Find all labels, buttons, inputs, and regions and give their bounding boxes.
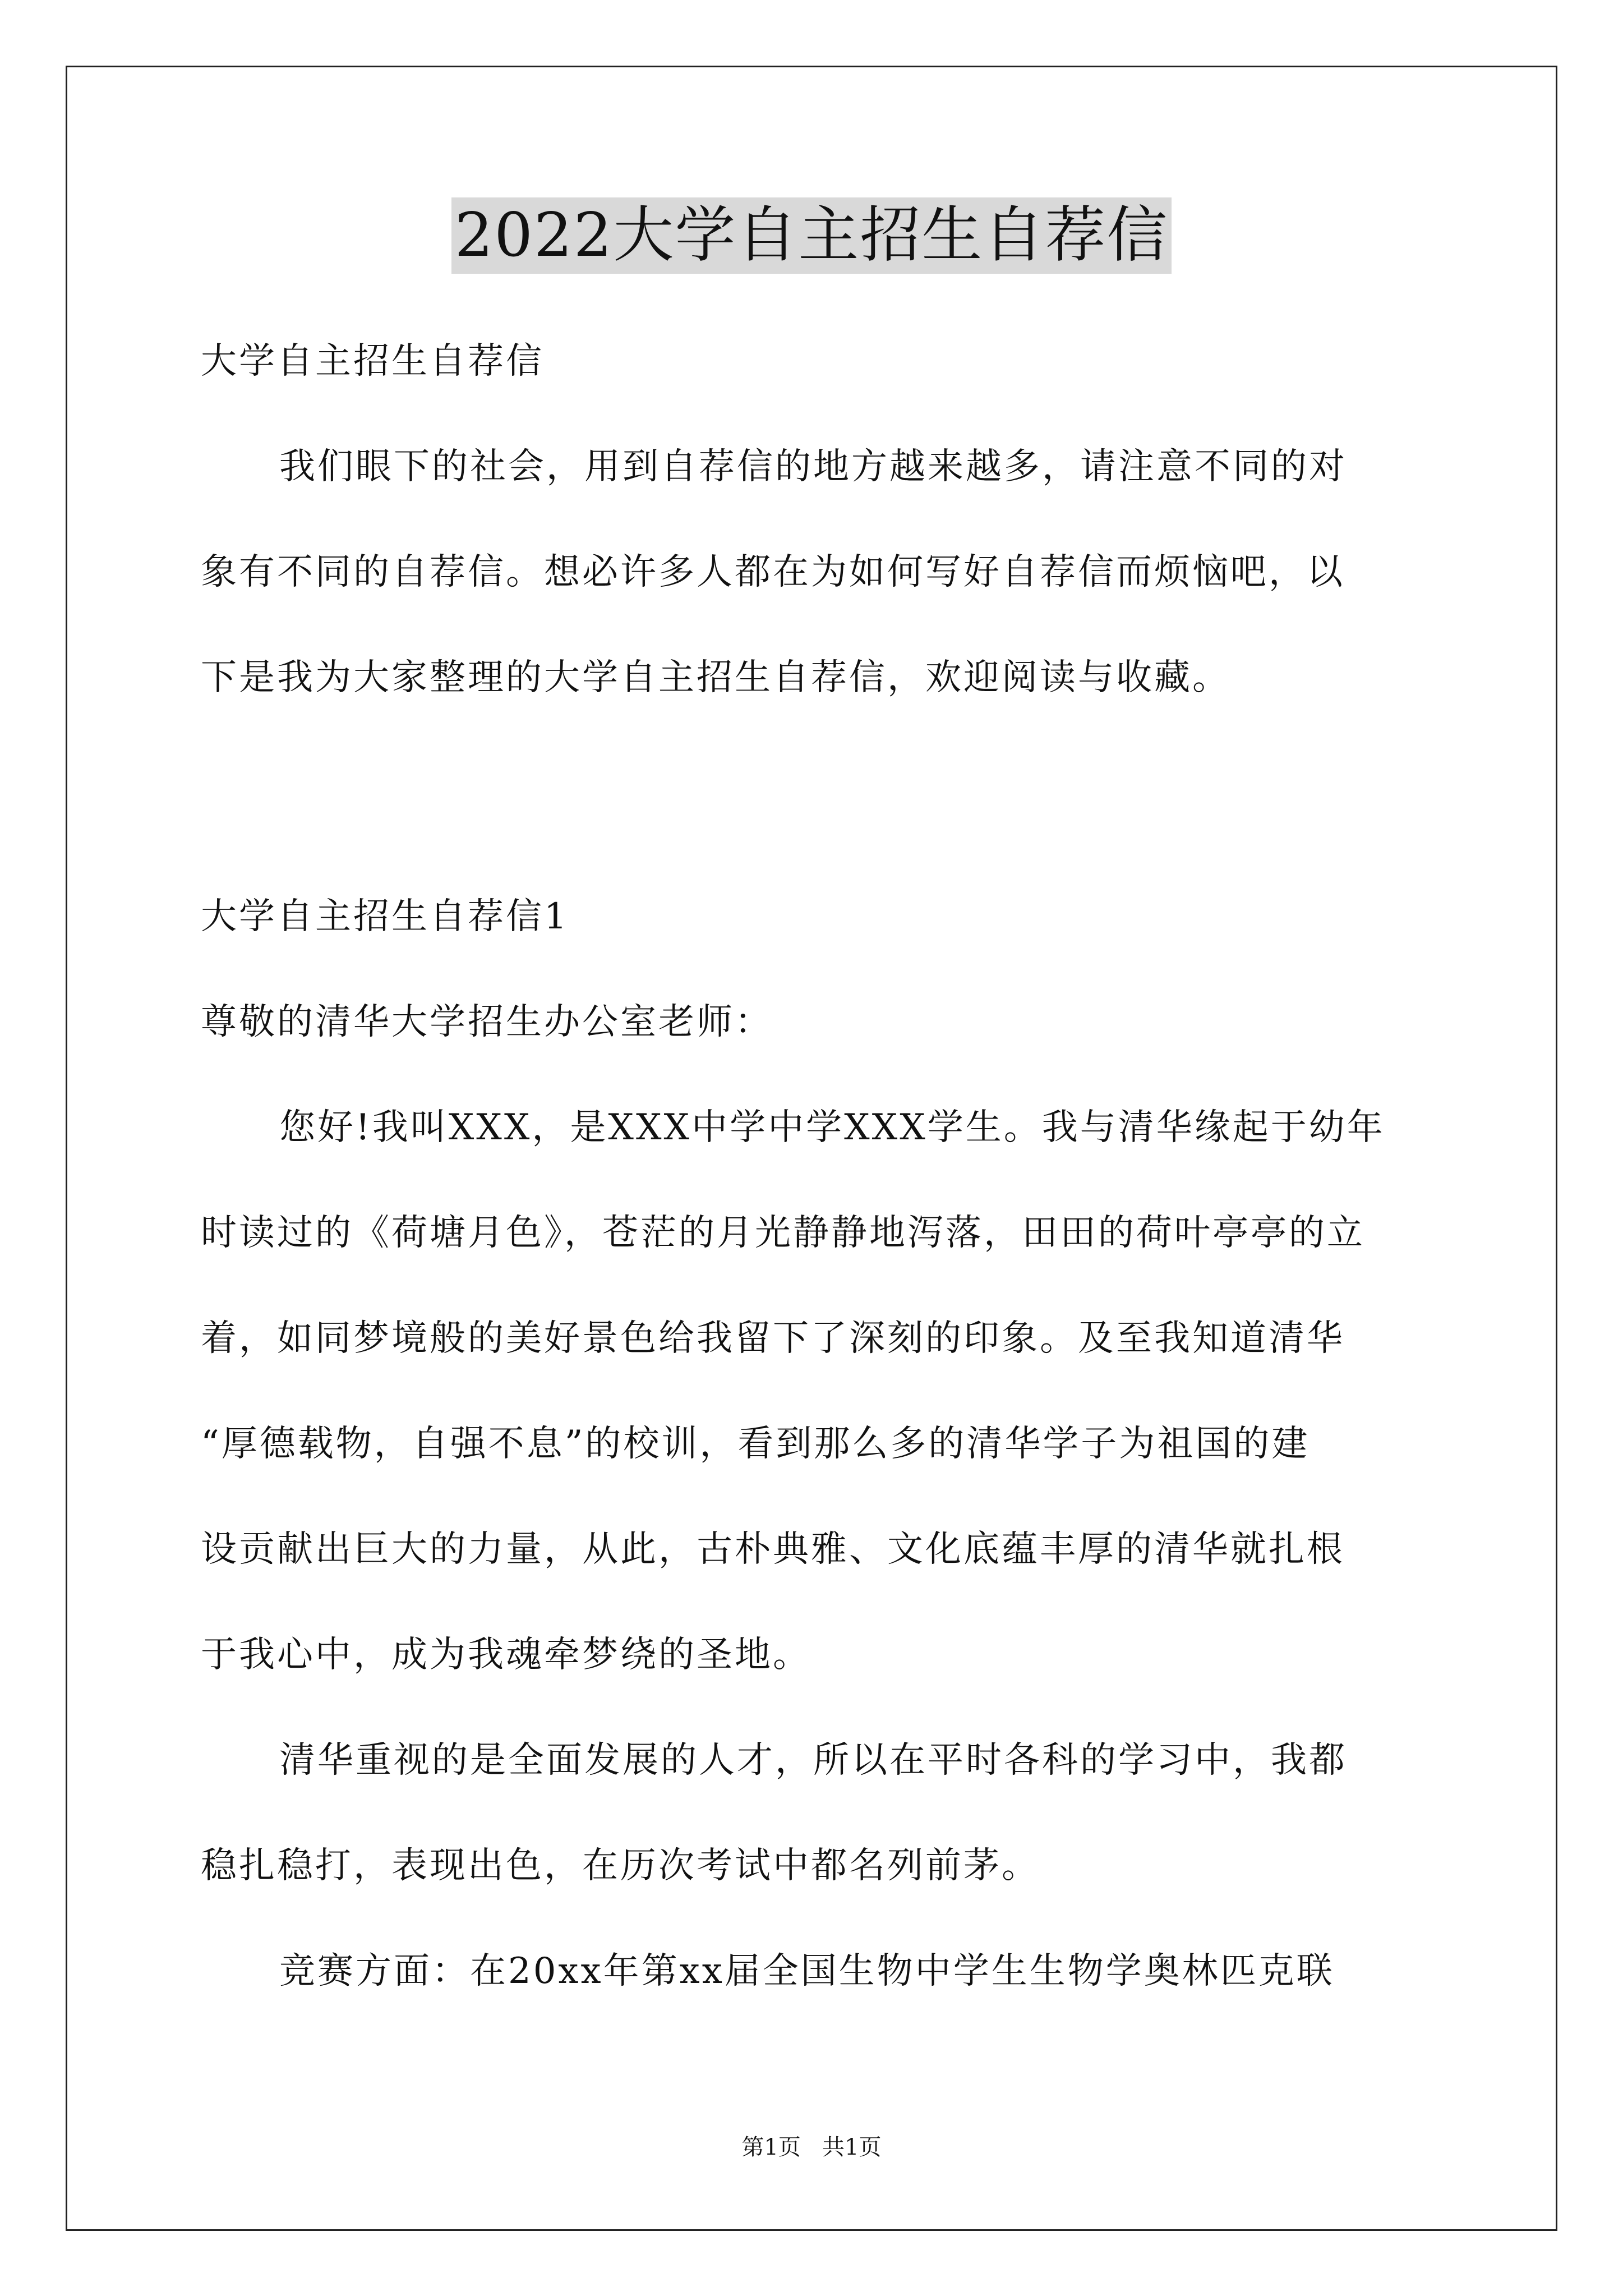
- body-line: 您好!我叫XXX，是XXX中学中学XXX学生。我与清华缘起于幼年: [279, 1107, 1385, 1148]
- section-heading: [201, 864, 1435, 969]
- body-line: 稳扎稳打，表现出色，在历次考试中都名列前茅。: [201, 1845, 1040, 1887]
- intro-paragraph: [201, 414, 1435, 730]
- subtitle: [201, 309, 1435, 414]
- body-line: 竞赛方面：在20xx年第xx届全国生物中学生生物学奥林匹克联: [279, 1950, 1335, 1992]
- salutation: [201, 969, 1435, 1075]
- salutation-line: 尊敬的清华大学招生办公室老师：: [201, 1001, 773, 1043]
- body-line: “厚德载物，自强不息”的校训，看到那么多的清华学子为祖国的建: [201, 1423, 1310, 1465]
- intro-line: 象有不同的自荐信。想必许多人都在为如何写好自荐信而烦恼吧，以: [201, 551, 1345, 593]
- body-line: 清华重视的是全面发展的人才，所以在平时各科的学习中，我都: [279, 1740, 1347, 1781]
- body-paragraph-2: [201, 1708, 1435, 1918]
- body-line: 设贡献出巨大的力量，从此，古朴典雅、文化底蕴丰厚的清华就扎根: [201, 1529, 1345, 1570]
- body-paragraph-3: [201, 1918, 1435, 2024]
- section-heading-line: 大学自主招生自荐信1: [201, 896, 569, 937]
- subtitle-line: 大学自主招生自荐信: [201, 341, 544, 382]
- body-paragraph-1: [201, 1075, 1435, 1708]
- document-title: 2022大学自主招生自荐信: [451, 197, 1172, 274]
- body-line: 于我心中，成为我魂牵梦绕的圣地。: [201, 1634, 811, 1676]
- title-container: [0, 197, 1623, 274]
- intro-line: 我们眼下的社会，用到自荐信的地方越来越多，请注意不同的对: [279, 446, 1347, 487]
- intro-line: 下是我为大家整理的大学自主招生自荐信，欢迎阅读与收藏。: [201, 657, 1230, 698]
- body-line: 时读过的《荷塘月色》，苍茫的月光静静地泻落，田田的荷叶亭亭的立: [201, 1212, 1365, 1254]
- page-footer: 第1页 共1页: [741, 2134, 882, 2160]
- body-line: 着，如同梦境般的美好景色给我留下了深刻的印象。及至我知道清华: [201, 1318, 1345, 1359]
